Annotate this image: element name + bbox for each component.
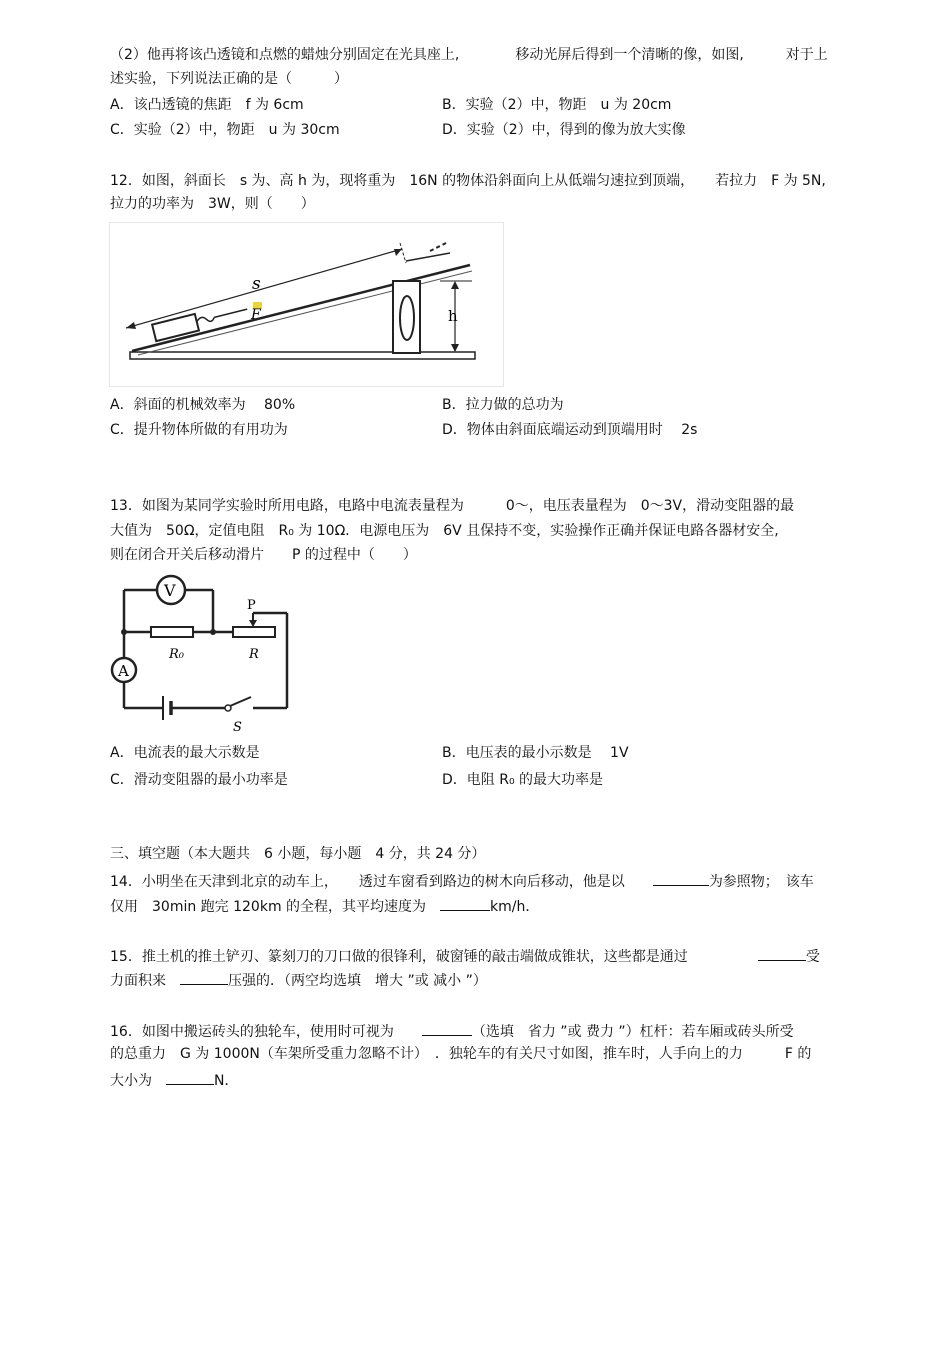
circuit-diagram xyxy=(109,570,291,737)
q14-line2 xyxy=(110,896,539,916)
incline-diagram xyxy=(110,223,503,386)
height-arrow-head-top xyxy=(451,281,459,289)
q16-line3-part2: N． xyxy=(214,1073,239,1089)
label-h: h xyxy=(448,307,458,325)
q15-line1 xyxy=(110,946,820,966)
section3-title: 三、填空题（本大题共 6 小题，每小题 4 分，共 24 分） xyxy=(110,846,486,862)
q13-option-c: C．滑动变阻器的最小功率是 xyxy=(110,772,288,788)
q15-line2 xyxy=(110,970,487,990)
q14-line1-part2: 为参照物； 该车 xyxy=(708,874,814,890)
support-block xyxy=(393,281,420,353)
q12-option-d: D．物体由斜面底端运动到顶端用时 2s xyxy=(442,422,698,438)
q11-line1: （2）他再将该凸透镜和点燃的蜡烛分别固定在光具座上, 移动光屏后得到一个清晰的像，如图, 对于上 xyxy=(110,47,828,63)
q12-line2: 拉力的功率为 3W，则（ ） xyxy=(110,196,315,212)
q11-option-b: B．实验（2）中，物距 u 为 20cm xyxy=(442,97,672,113)
q12-option-c: C．提升物体所做的有用功为 xyxy=(110,422,288,438)
q13-line1: 13．如图为某同学实验时所用电路，电路中电流表量程为 0～，电压表量程为 0～3V，滑动变阻器的最 xyxy=(110,498,795,514)
q13-line3: 则在闭合开关后移动滑片 P 的过程中（ ） xyxy=(110,547,417,563)
q16-blank-2[interactable] xyxy=(166,1070,214,1085)
ammeter-label: A xyxy=(118,662,129,680)
q12-option-a: A．斜面的机械效率为 80% xyxy=(110,397,296,413)
length-arrow-head-right xyxy=(394,249,402,256)
rheostat-r xyxy=(233,627,275,637)
junction-right xyxy=(210,629,216,635)
q14-line2-part2: km/h． xyxy=(490,899,540,915)
switch-lever xyxy=(230,697,251,706)
q15-line2-part1: 力面积来 xyxy=(110,973,180,989)
circuit-figure xyxy=(109,570,291,737)
spring-hook xyxy=(196,314,215,324)
q13-option-d: D．电阻 R₀ 的最大功率是 xyxy=(442,772,604,788)
length-end-mark xyxy=(400,243,406,263)
label-f: F xyxy=(251,307,261,323)
force-arrow xyxy=(214,309,247,317)
q16-line1-part1: 16．如图中搬运砖头的独轮车，使用时可视为 xyxy=(110,1024,422,1040)
q16-line2: 的总重力 G 为 1000N（车架所受重力忽略不计） ．独轮车的有关尺寸如图，推车时，人手向上的力 F 的 xyxy=(110,1046,812,1062)
q14-blank-2[interactable] xyxy=(440,896,490,911)
q16-line1 xyxy=(110,1021,794,1041)
q12-option-b: B．拉力做的总功为 xyxy=(442,397,564,413)
rope-end xyxy=(430,243,446,251)
q15-line2-part2: 压强的．（两空均选填 增大 ”或 减小 ”） xyxy=(228,973,487,989)
q16-line3-part1: 大小为 xyxy=(110,1073,166,1089)
q13-option-b: B．电压表的最小示数是 1V xyxy=(442,745,629,761)
q11-option-c: C．实验（2）中，物距 u 为 30cm xyxy=(110,122,340,138)
q14-line1 xyxy=(110,871,814,891)
q11-line2: 述实验，下列说法正确的是（ ） xyxy=(110,71,348,87)
label-r0: R₀ xyxy=(169,647,184,662)
q13-option-a: A．电流表的最大示数是 xyxy=(110,745,260,761)
q15-blank-2[interactable] xyxy=(180,970,228,985)
q11-option-d: D．实验（2）中，得到的像为放大实像 xyxy=(442,122,686,138)
height-arrow-head-bottom xyxy=(451,344,459,352)
ground-plank xyxy=(130,352,475,359)
q14-line2-part1: 仅用 30min 跑完 120km 的全程，其平均速度为 xyxy=(110,899,441,915)
length-arrow-head-left xyxy=(126,322,136,329)
label-r: R xyxy=(249,647,259,662)
slider-arrow xyxy=(249,620,257,627)
resistor-r0 xyxy=(151,627,193,637)
label-s: s xyxy=(252,274,261,294)
label-s-switch: S xyxy=(233,720,242,735)
q16-blank-1[interactable] xyxy=(422,1021,472,1036)
label-p: P xyxy=(247,598,256,613)
block-group xyxy=(152,301,249,341)
q11-option-a: A．该凸透镜的焦距 f 为 6cm xyxy=(110,97,304,113)
q15-line1-part2: 受 xyxy=(805,949,820,965)
incline-figure xyxy=(109,222,504,387)
q16-line1-part2: （选填 省力 ”或 费力 ”）杠杆：若车厢或砖头所受 xyxy=(471,1024,794,1040)
q14-line1-part1: 14．小明坐在天津到北京的动车上， 透过车窗看到路边的树木向后移动，他是以 xyxy=(110,874,653,890)
rope xyxy=(406,253,450,261)
q14-blank-1[interactable] xyxy=(653,871,709,886)
q13-line2: 大值为 50Ω，定值电阻 R₀ 为 10Ω．电源电压为 6V 且保持不变，实验操作正确并保证电路各器材安全, xyxy=(110,523,779,539)
incline-edge xyxy=(138,271,472,355)
q15-line1-part1: 15．推土机的推土铲刃、篆刻刀的刀口做的很锋利，破窗锤的敲击端做成锥状，这些都是通过 xyxy=(110,949,758,965)
q12-line1: 12．如图，斜面长 s 为、高 h 为，现将重为 16N 的物体沿斜面向上从低端匀速拉到顶端， 若拉力 F 为 5N, xyxy=(110,173,826,189)
voltmeter-label: V xyxy=(164,581,176,600)
q15-blank-1[interactable] xyxy=(758,946,806,961)
q16-line3 xyxy=(110,1070,238,1090)
